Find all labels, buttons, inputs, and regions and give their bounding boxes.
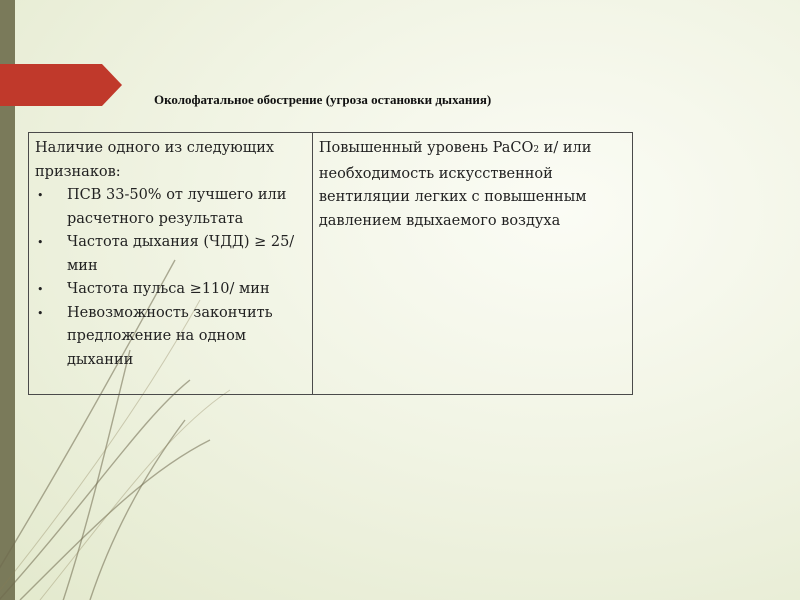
bullet-icon: • [37, 236, 44, 249]
list-item-text: Невозможность закончить предложение на одном дыхании [67, 304, 273, 368]
list-item-text: ПСВ 33-50% от лучшего или расчетного результата [67, 187, 287, 227]
symptoms-cell [29, 133, 313, 395]
symptoms-intro: Наличие одного из следующих признаков: [35, 140, 275, 180]
list-item [35, 278, 306, 302]
list-item [35, 231, 306, 278]
paco2-text-a: Повышенный уровень PaCO [318, 140, 534, 156]
bullet-icon: • [37, 283, 44, 296]
red-arrow-shape [0, 64, 122, 106]
paco2-text-b: и/ или необходимость искусственной вентиляции легких с повышенным давлением вдыхаемого воздуха [318, 140, 592, 229]
bullet-icon: • [37, 306, 44, 320]
list-item-text: Частота дыхания (ЧДД) ≥ 25/мин [67, 234, 295, 274]
list-item [35, 302, 306, 373]
criteria-table [28, 132, 633, 395]
slide-title: Околофатальное обострение (угроза остановки дыхания) [154, 92, 492, 107]
paco2-subscript: 2 [533, 145, 540, 155]
list-item-text: Частота пульса ≥110/ мин [67, 281, 270, 297]
list-item [35, 184, 306, 231]
bullet-icon: • [37, 189, 44, 202]
paco2-cell [312, 133, 632, 395]
table-row [29, 133, 633, 395]
symptoms-list [35, 184, 306, 372]
